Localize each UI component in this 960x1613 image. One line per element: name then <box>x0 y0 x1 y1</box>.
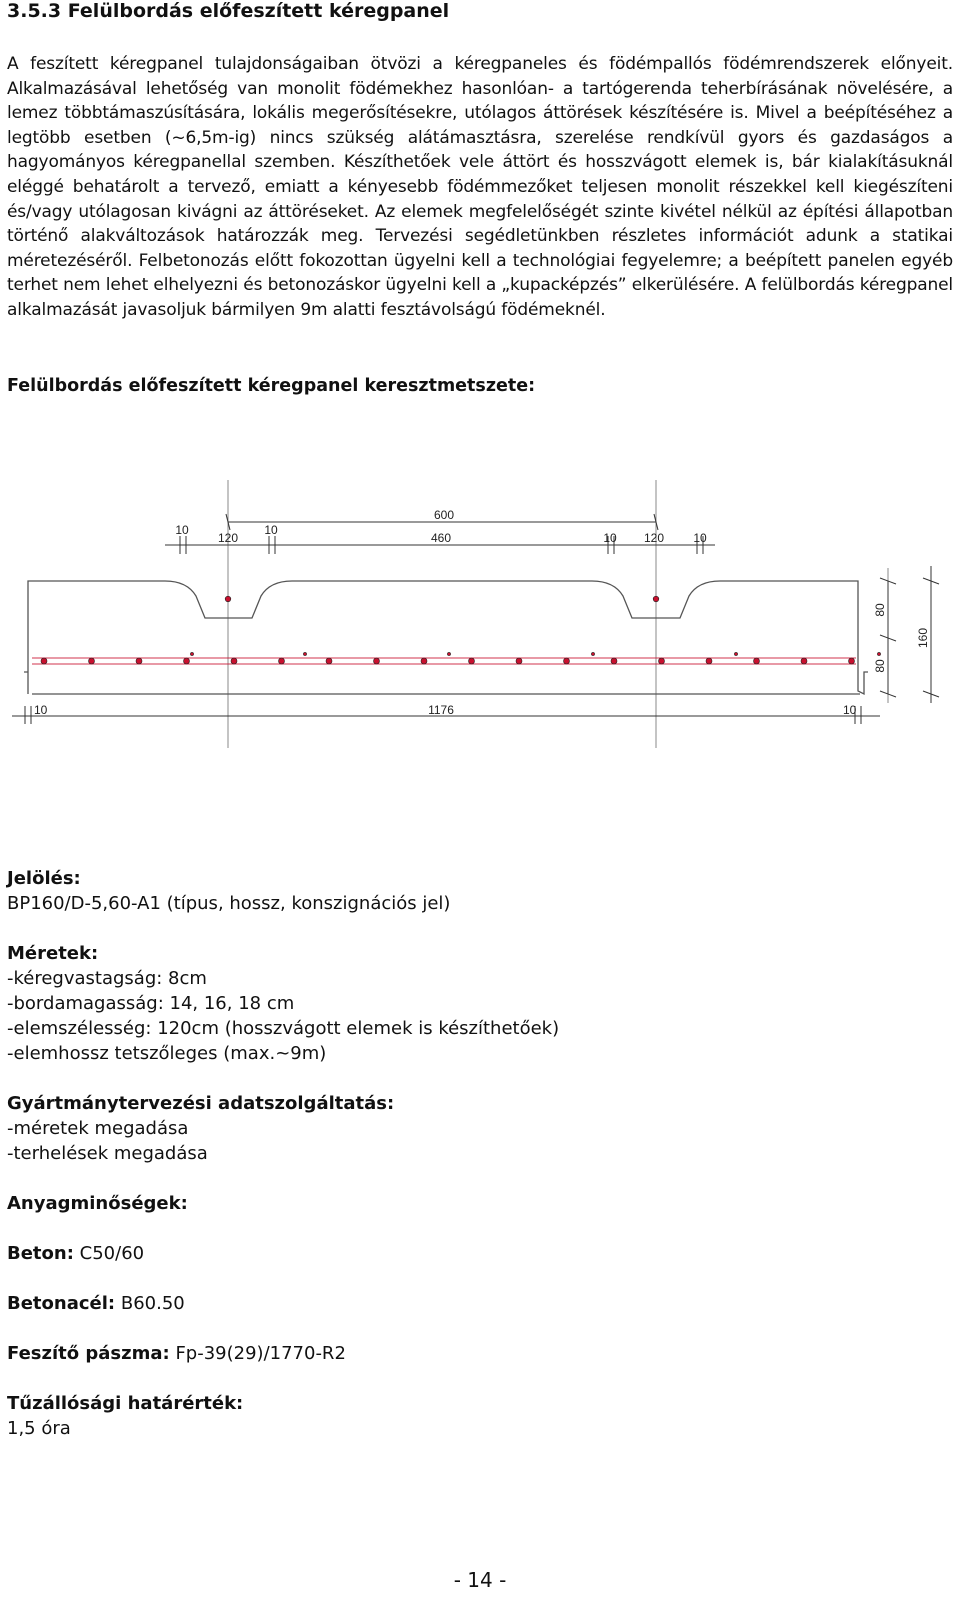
strand-point <box>41 658 47 664</box>
dim-left-gap: 10 <box>264 523 278 537</box>
dimension-item: -bordamagasság: 14, 16, 18 cm <box>7 993 295 1014</box>
top-dimension-labels <box>175 508 707 545</box>
dim-bottom-right: 10 <box>843 703 857 717</box>
strand-label: Feszítő pászma: <box>7 1343 170 1364</box>
service-item: -méretek megadása <box>7 1118 189 1139</box>
section-heading: 3.5.3 Felülbordás előfeszített kéregpanel <box>7 0 450 22</box>
strand-point <box>184 658 190 664</box>
tie-point <box>447 652 450 655</box>
strand-point <box>801 658 807 664</box>
strand-point <box>754 658 760 664</box>
strand-point <box>564 658 570 664</box>
tie-point <box>877 652 880 655</box>
strand-value: Fp-39(29)/1770-R2 <box>175 1343 346 1364</box>
dim-right-edge: 10 <box>693 531 707 545</box>
strand-point <box>659 658 665 664</box>
strand-point <box>326 658 332 664</box>
dim-top-inner: 460 <box>430 531 452 545</box>
rib-bar-left <box>225 596 231 602</box>
strand-point <box>706 658 712 664</box>
strand-point <box>849 658 855 664</box>
dim-height-lower: 80 <box>873 659 887 673</box>
steel-label: Betonacél: <box>7 1293 116 1314</box>
designation-label: Jelölés: <box>7 868 81 889</box>
dim-left-rib: 120 <box>217 531 239 545</box>
specification-list <box>7 866 559 1466</box>
dimension-item: -elemhossz tetszőleges (max.~9m) <box>7 1043 327 1064</box>
rib-bar-right <box>653 596 659 602</box>
strand-point <box>611 658 617 664</box>
fire-value: 1,5 óra <box>7 1418 71 1439</box>
cross-section-drawing <box>0 478 960 758</box>
strand-point <box>89 658 95 664</box>
dim-right-rib: 120 <box>643 531 665 545</box>
axis-lines <box>228 480 888 748</box>
height-dimension-labels <box>873 603 930 673</box>
strand-point <box>421 658 427 664</box>
tie-point <box>303 652 306 655</box>
strand-point <box>136 658 142 664</box>
dim-left-edge: 10 <box>175 523 189 537</box>
concrete-row <box>7 1241 559 1266</box>
strand-row <box>7 1341 559 1366</box>
dim-top-total: 600 <box>433 508 455 522</box>
designation-value: BP160/D-5,60-A1 (típus, hossz, konszignációs jel) <box>7 893 451 914</box>
rib-bars <box>225 596 659 602</box>
dim-bottom-total: 1176 <box>428 703 454 717</box>
dimensions-label: Méretek: <box>7 943 99 964</box>
strand-point <box>469 658 475 664</box>
material-label: Anyagminőségek: <box>7 1193 188 1214</box>
strand-point <box>279 658 285 664</box>
bottom-dimension-labels <box>34 703 857 717</box>
dimension-item: -kéregvastagság: 8cm <box>7 968 207 989</box>
panel-outline <box>24 581 868 694</box>
dim-height-upper: 80 <box>873 603 887 617</box>
tie-point <box>591 652 594 655</box>
height-dimension-lines <box>880 566 939 703</box>
page-number: - 14 - <box>453 1568 507 1592</box>
service-label: Gyártmánytervezési adatszolgáltatás: <box>7 1093 395 1114</box>
service-item: -terhelések megadása <box>7 1143 208 1164</box>
fire-label: Tűzállósági határérték: <box>7 1393 244 1414</box>
steel-value: B60.50 <box>120 1293 185 1314</box>
concrete-value: C50/60 <box>79 1243 145 1264</box>
strand-point <box>374 658 380 664</box>
dim-right-gap: 10 <box>603 531 617 545</box>
dim-height-total: 160 <box>916 627 930 649</box>
steel-row <box>7 1291 559 1316</box>
concrete-label: Beton: <box>7 1243 74 1264</box>
strand-point <box>516 658 522 664</box>
intro-paragraph: A feszített kéregpanel tulajdonságaiban ötvözi a kéregpaneles és födémpallós födémrendszerek előnyeit. Alkalmazásával lehetőség van monolit födémekhez hasonlóan- a tartógerenda teherbírásának növelésére, a lemez többtámaszúsítására, lokális megerősítésekre, utólagos áttörések készítésére is. Mivel a beépítéséhez a legtöbb esetben (~6,5m-ig) nincs szükség alátámasztásra, szerelése rendkívül gyors és gazdaságos a hagyományos kéregpanellal szemben. Készíthetőek vele áttört és hosszvágott elemek is, bár kialakításuknál eléggé behatárolt a tervező, emiatt a kényesebb födémmezőket teljesen monolit részekkel kell kiegészíteni és/vagy utólagosan kivágni az áttöréseket. Az elemek megfelelőségét szinte kivétel nélkül az építési állapotban történő alakváltozások határozzák meg. Tervezési segédletünkben részletes információt adunk a statikai méretezéséről. Felbetonozás előtt fokozottan ügyelni kell a technológiai fegyelemre; a beépített panelen egyéb terhet nem lehet elhelyezni és betonozáskor ügyelni kell a „kupacképzés” elkerülésére. A felülbordás kéregpanel alkalmazását javasoljuk bármilyen 9m alatti fesztávolságú födémeknél. <box>7 54 953 320</box>
dimension-item: -elemszélesség: 120cm (hosszvágott elemek is készíthetőek) <box>7 1018 560 1039</box>
tie-point <box>190 652 193 655</box>
cross-section-heading: Felülbordás előfeszített kéregpanel keresztmetszete: <box>7 376 536 396</box>
strand-lines <box>32 658 856 664</box>
strand-point <box>231 658 237 664</box>
tie-point <box>734 652 737 655</box>
dim-bottom-left: 10 <box>34 703 48 717</box>
